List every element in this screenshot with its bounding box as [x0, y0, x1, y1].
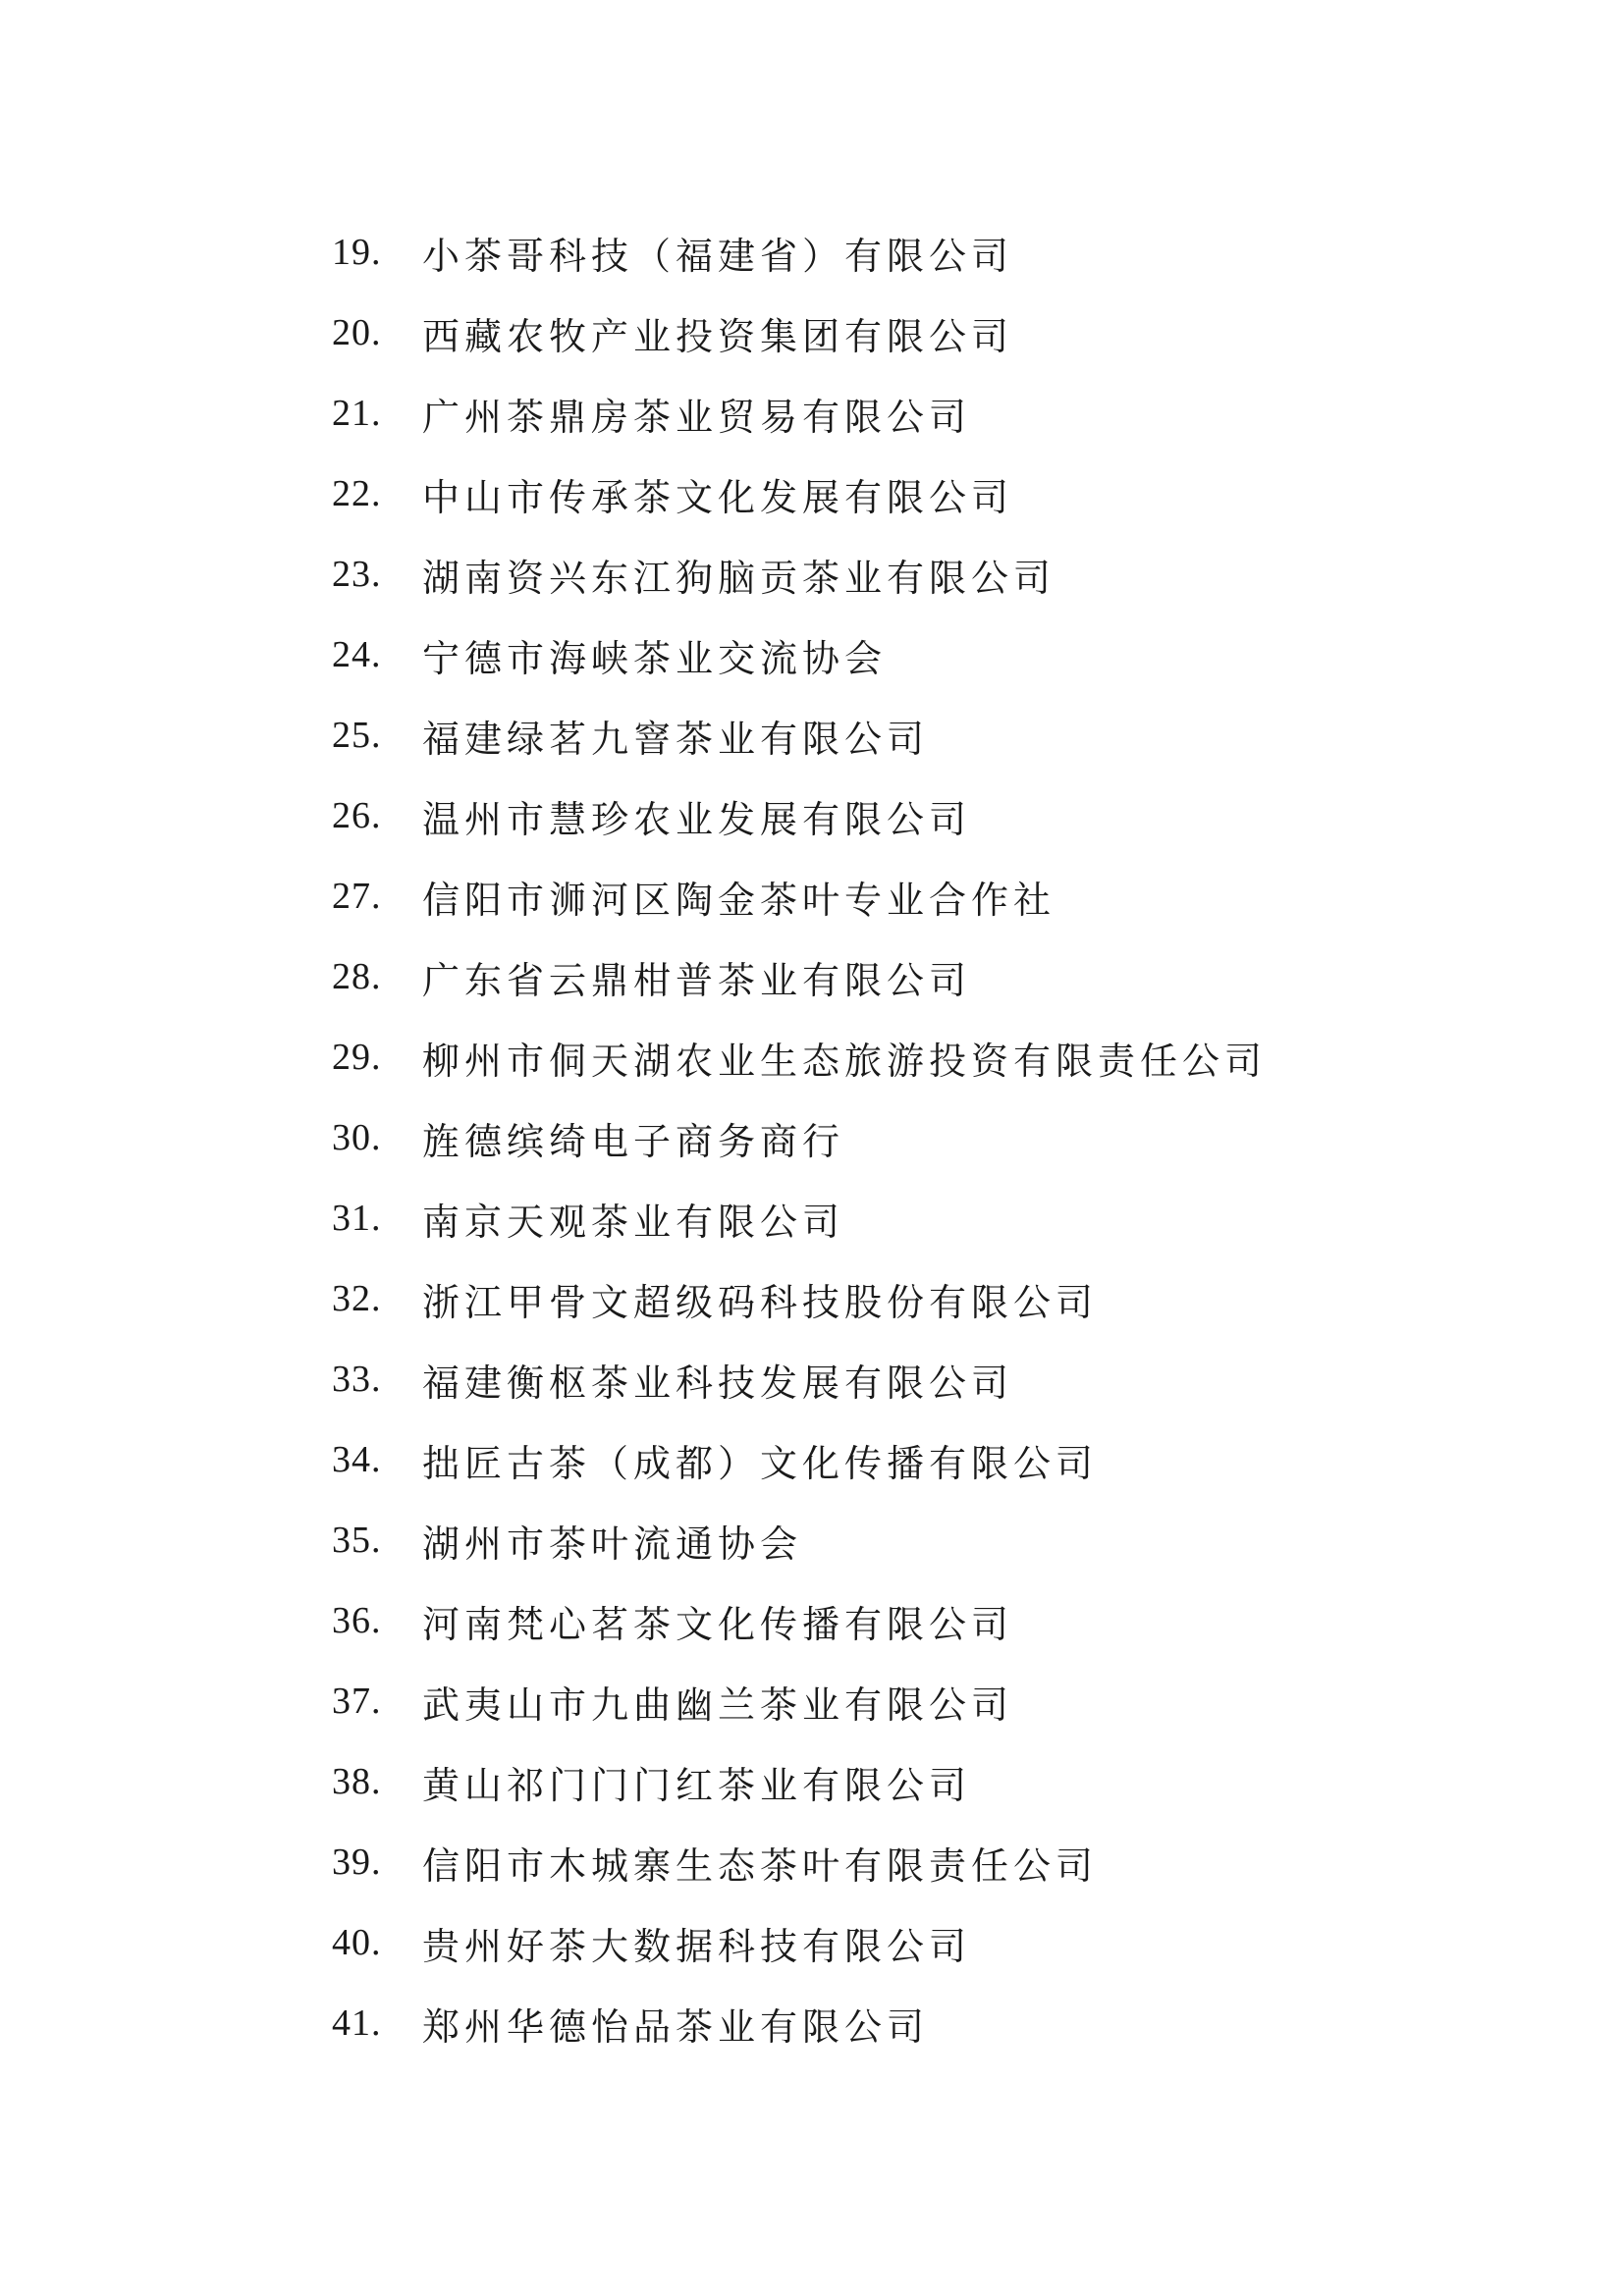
list-item: [332, 1822, 1267, 1902]
company-name: 旌德缤绮电子商务商行: [422, 1119, 845, 1163]
item-number: 22.: [332, 473, 382, 514]
company-name: 福建绿茗九窨茶业有限公司: [422, 717, 930, 761]
company-name: 小茶哥科技（福建省）有限公司: [422, 234, 1014, 278]
item-number: 38.: [332, 1761, 382, 1802]
item-number: 37.: [332, 1681, 382, 1722]
company-name: 中山市传承茶文化发展有限公司: [422, 475, 1014, 519]
list-item: [332, 534, 1267, 614]
item-number: 25.: [332, 715, 382, 756]
list-item: [332, 614, 1267, 695]
item-number: 23.: [332, 554, 382, 595]
list-item: [332, 454, 1267, 534]
list-item: [332, 373, 1267, 454]
company-name: 柳州市侗天湖农业生态旅游投资有限责任公司: [422, 1039, 1268, 1083]
item-number: 29.: [332, 1037, 382, 1078]
item-number: 24.: [332, 634, 382, 675]
company-name: 广东省云鼎柑普茶业有限公司: [422, 958, 972, 1002]
item-number: 26.: [332, 795, 382, 836]
company-name: 武夷山市九曲幽兰茶业有限公司: [422, 1682, 1014, 1727]
item-number: 30.: [332, 1117, 382, 1158]
item-number: 31.: [332, 1198, 382, 1239]
list-item: [332, 775, 1267, 856]
list-item: [332, 1902, 1267, 1983]
list-item: [332, 1419, 1267, 1500]
company-name: 西藏农牧产业投资集团有限公司: [422, 314, 1014, 358]
list-item: [332, 1983, 1267, 2063]
company-name: 南京天观茶业有限公司: [422, 1200, 845, 1244]
company-name: 宁德市海峡茶业交流协会: [422, 636, 888, 680]
list-item: [332, 1097, 1267, 1178]
company-list: [332, 212, 1267, 2063]
item-number: 33.: [332, 1359, 382, 1400]
company-name: 黄山祁门门门红茶业有限公司: [422, 1763, 972, 1807]
company-name: 河南梵心茗茶文化传播有限公司: [422, 1602, 1014, 1646]
list-item: [332, 1500, 1267, 1580]
list-item: [332, 1178, 1267, 1258]
list-item: [332, 212, 1267, 293]
item-number: 28.: [332, 956, 382, 997]
list-item: [332, 936, 1267, 1017]
company-name: 广州茶鼎房茶业贸易有限公司: [422, 395, 972, 439]
item-number: 41.: [332, 2002, 382, 2044]
item-number: 36.: [332, 1600, 382, 1641]
item-number: 39.: [332, 1842, 382, 1883]
item-number: 32.: [332, 1278, 382, 1319]
list-item: [332, 695, 1267, 775]
company-name: 湖州市茶叶流通协会: [422, 1522, 803, 1566]
item-number: 19.: [332, 232, 382, 273]
list-item: [332, 1741, 1267, 1822]
company-name: 信阳市木城寨生态茶叶有限责任公司: [422, 1843, 1099, 1888]
item-number: 34.: [332, 1439, 382, 1480]
item-number: 27.: [332, 876, 382, 917]
item-number: 20.: [332, 312, 382, 353]
company-name: 福建衡枢茶业科技发展有限公司: [422, 1361, 1014, 1405]
list-item: [332, 856, 1267, 936]
company-name: 温州市慧珍农业发展有限公司: [422, 797, 972, 841]
company-name: 信阳市浉河区陶金茶叶专业合作社: [422, 878, 1056, 922]
company-name: 郑州华德怡品茶业有限公司: [422, 2004, 930, 2049]
list-item: [332, 1580, 1267, 1661]
item-number: 40.: [332, 1922, 382, 1963]
item-number: 21.: [332, 393, 382, 434]
list-item: [332, 1017, 1267, 1097]
list-item: [332, 1661, 1267, 1741]
item-number: 35.: [332, 1520, 382, 1561]
company-name: 贵州好茶大数据科技有限公司: [422, 1924, 972, 1968]
list-item: [332, 293, 1267, 373]
company-name: 湖南资兴东江狗脑贡茶业有限公司: [422, 556, 1056, 600]
list-item: [332, 1258, 1267, 1339]
list-item: [332, 1339, 1267, 1419]
company-name: 拙匠古茶（成都）文化传播有限公司: [422, 1441, 1099, 1485]
company-name: 浙江甲骨文超级码科技股份有限公司: [422, 1280, 1099, 1324]
